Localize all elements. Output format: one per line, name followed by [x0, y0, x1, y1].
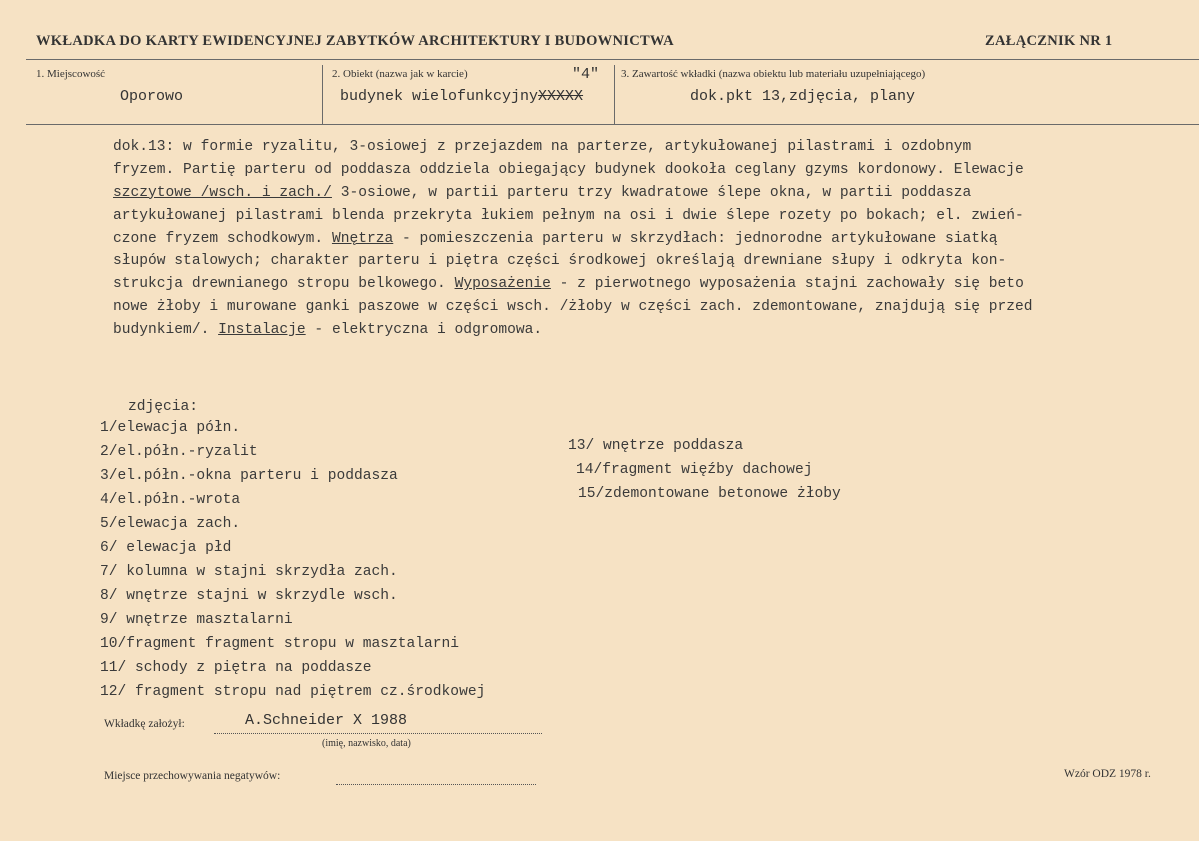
- locality-label: 1. Miejscowość: [36, 68, 106, 80]
- text-segment: - z pierwotnego wyposażenia stajni zachowały się beto: [550, 276, 1024, 293]
- description-text: [113, 136, 1199, 342]
- list-item: 12/ fragment stropu nad piętrem cz.środkowej: [100, 684, 486, 700]
- list-item: 2/el.półn.-ryzalit: [100, 444, 258, 460]
- underlined-term: szczytowe /wsch. i zach./: [113, 184, 332, 201]
- contents-label: 3. Zawartość wkładki (nazwa obiektu lub materiału uzupełniającego): [621, 68, 926, 80]
- negatives-line: [336, 784, 536, 785]
- author-hint: (imię, nazwisko, data): [322, 738, 411, 749]
- text-line: artykułowanej pilastrami blenda przekryta łukiem pełnym na osi i dwie ślepe rozety po bokach; el. zwień-: [113, 207, 1024, 224]
- header-divider: [26, 59, 1199, 60]
- object-struck-text: XXXXX: [538, 88, 584, 105]
- form-title: WKŁADKA DO KARTY EWIDENCYJNEJ ZABYTKÓW ARCHITEKTURY I BUDOWNICTWA: [36, 33, 674, 49]
- text-segment: strukcja drewnianego stropu belkowego.: [113, 276, 455, 293]
- underlined-term: Wyposażenie: [454, 276, 551, 293]
- list-item: 4/el.półn.-wrota: [100, 492, 241, 508]
- underlined-term: Instalacje: [218, 322, 306, 339]
- list-item: 13/ wnętrze poddasza: [568, 438, 744, 454]
- field-separator: [614, 65, 615, 124]
- field-separator: [322, 65, 323, 124]
- author-label: Wkładkę założył:: [104, 718, 185, 730]
- list-item: 7/ kolumna w stajni skrzydła zach.: [100, 564, 398, 580]
- text-segment: budynkiem/.: [113, 322, 219, 339]
- contents-value: dok.pkt 13,zdjęcia, plany: [690, 88, 916, 105]
- list-item: 9/ wnętrze masztalarni: [100, 612, 293, 628]
- text-line: [113, 319, 1199, 342]
- photos-heading: zdjęcia:: [128, 399, 199, 415]
- object-number: "4": [572, 66, 600, 83]
- list-item: 15/zdemontowane betonowe żłoby: [578, 486, 841, 502]
- underlined-term: Wnętrza: [331, 230, 394, 247]
- list-item: 5/elewacja zach.: [100, 516, 241, 532]
- text-line: [113, 228, 1199, 251]
- text-line: nowe żłoby i murowane ganki paszowe w części wsch. /żłoby w części zach. zdemontowane, znajdują się przed: [113, 299, 1033, 316]
- text-line: [113, 182, 1199, 205]
- text-segment: 3-osiowe, w partii parteru trzy kwadratowe ślepe okna, w partii poddasza: [331, 184, 972, 201]
- list-item: 3/el.półn.-okna parteru i poddasza: [100, 468, 398, 484]
- object-value: [340, 88, 583, 105]
- locality-value: Oporowo: [120, 88, 184, 105]
- list-item: 14/fragment więźby dachowej: [576, 462, 813, 478]
- text-line: słupów stalowych; charakter parteru i piętra części środkowej określają drewniane słupy i odkryta kon-: [113, 253, 1007, 270]
- list-item: 8/ wnętrze stajni w skrzydle wsch.: [100, 588, 398, 604]
- text-line: fryzem. Partię parteru od poddasza oddziela obiegający budynek dookoła ceglany gzyms kordonowy. Elewacje: [113, 161, 1024, 178]
- list-item: 1/elewacja półn.: [100, 420, 241, 436]
- annex-number: ZAŁĄCZNIK NR 1: [985, 33, 1113, 49]
- form-id: Wzór ODZ 1978 r.: [1064, 768, 1151, 780]
- negatives-label: Miejsce przechowywania negatywów:: [104, 770, 281, 782]
- object-label: 2. Obiekt (nazwa jak w karcie): [332, 68, 468, 80]
- object-name: budynek wielofunkcyjny: [340, 88, 539, 105]
- text-line: dok.13: w formie ryzalitu, 3-osiowej z przejazdem na parterze, artykułowanej pilastrami i ozdobnym: [113, 139, 972, 155]
- author-line: [214, 733, 542, 734]
- text-line: [113, 273, 1199, 296]
- fields-divider: [26, 124, 1199, 125]
- list-item: 10/fragment fragment stropu w masztalarni: [100, 636, 460, 652]
- text-segment: - pomieszczenia parteru w skrzydłach: jednorodne artykułowane siatką: [393, 230, 998, 247]
- text-segment: - elektryczna i odgromowa.: [305, 322, 543, 339]
- list-item: 6/ elewacja płd: [100, 540, 232, 556]
- list-item: 11/ schody z piętra na poddasze: [100, 660, 372, 676]
- text-segment: czone fryzem schodkowym.: [113, 230, 332, 247]
- author-value: A.Schneider X 1988: [245, 712, 408, 729]
